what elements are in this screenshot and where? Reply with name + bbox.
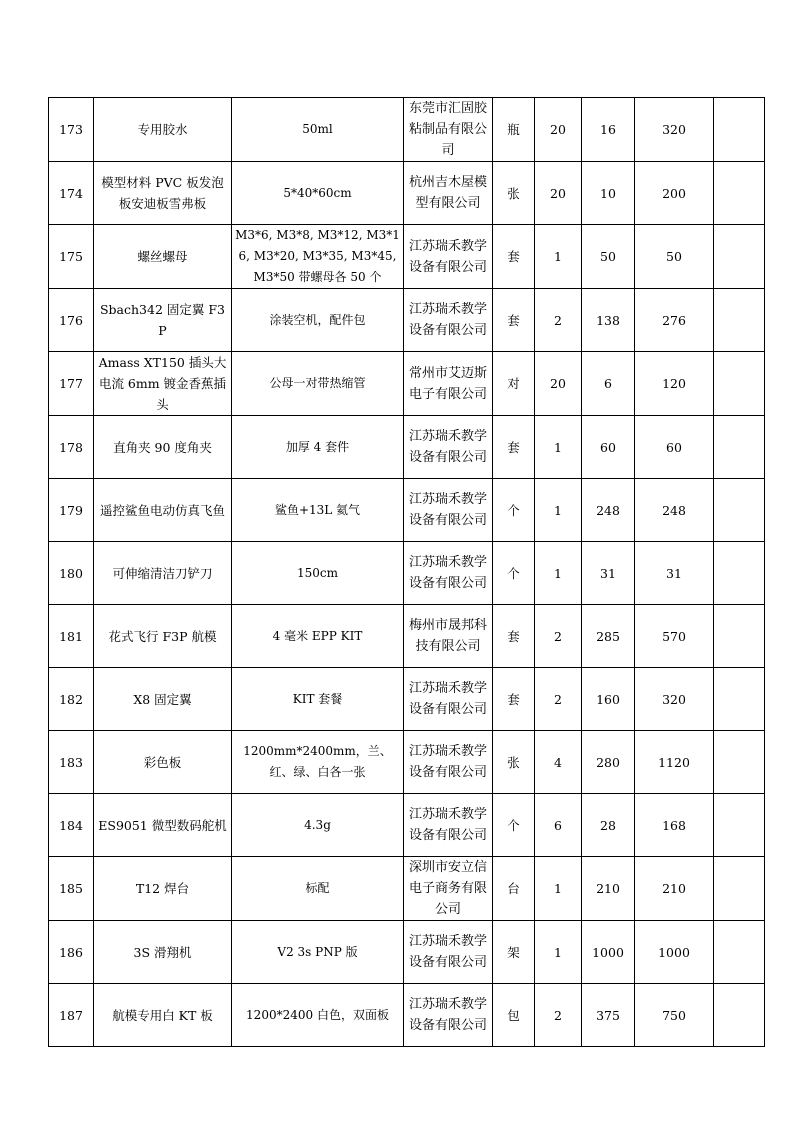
table-row	[49, 984, 765, 1047]
cell-total: 320	[635, 668, 714, 731]
cell-quantity: 20	[535, 162, 582, 225]
cell-item-name: X8 固定翼	[94, 668, 232, 731]
table-row	[49, 289, 765, 352]
cell-total: 60	[635, 416, 714, 479]
cell-supplier: 江苏瑞禾教学设备有限公司	[404, 542, 493, 605]
cell-note	[714, 542, 765, 605]
cell-quantity: 20	[535, 98, 582, 162]
cell-item-name: 模型材料 PVC 板发泡板安迪板雪弗板	[94, 162, 232, 225]
cell-item-name: 螺丝螺母	[94, 225, 232, 289]
cell-total: 276	[635, 289, 714, 352]
cell-number: 173	[49, 98, 94, 162]
cell-item-name: Amass XT150 插头大电流 6mm 镀金香蕉插头	[94, 352, 232, 416]
cell-item-name: 可伸缩清洁刀铲刀	[94, 542, 232, 605]
cell-number: 184	[49, 794, 94, 857]
cell-supplier: 江苏瑞禾教学设备有限公司	[404, 289, 493, 352]
cell-supplier: 江苏瑞禾教学设备有限公司	[404, 731, 493, 794]
table-row	[49, 605, 765, 668]
table-row	[49, 668, 765, 731]
cell-note	[714, 668, 765, 731]
cell-unit-price: 10	[582, 162, 635, 225]
cell-unit: 套	[493, 225, 535, 289]
cell-supplier: 常州市艾迈斯电子有限公司	[404, 352, 493, 416]
cell-number: 180	[49, 542, 94, 605]
cell-supplier: 东莞市汇固胶粘制品有限公司	[404, 98, 493, 162]
cell-total: 1120	[635, 731, 714, 794]
cell-supplier: 江苏瑞禾教学设备有限公司	[404, 921, 493, 984]
inventory-table	[48, 97, 765, 1047]
cell-unit: 套	[493, 668, 535, 731]
table-row	[49, 542, 765, 605]
cell-number: 187	[49, 984, 94, 1047]
cell-unit: 张	[493, 162, 535, 225]
cell-note	[714, 289, 765, 352]
cell-unit-price: 50	[582, 225, 635, 289]
cell-item-name: 花式飞行 F3P 航模	[94, 605, 232, 668]
cell-unit-price: 16	[582, 98, 635, 162]
cell-unit: 套	[493, 416, 535, 479]
cell-note	[714, 479, 765, 542]
cell-item-name: 航模专用白 KT 板	[94, 984, 232, 1047]
cell-quantity: 1	[535, 225, 582, 289]
cell-total: 320	[635, 98, 714, 162]
cell-item-name: 彩色板	[94, 731, 232, 794]
cell-specification: 标配	[232, 857, 404, 921]
cell-number: 179	[49, 479, 94, 542]
cell-unit: 台	[493, 857, 535, 921]
cell-specification: 鲨鱼+13L 氦气	[232, 479, 404, 542]
cell-quantity: 6	[535, 794, 582, 857]
cell-number: 177	[49, 352, 94, 416]
cell-specification: 涂装空机，配件包	[232, 289, 404, 352]
cell-note	[714, 984, 765, 1047]
cell-note	[714, 857, 765, 921]
cell-supplier: 江苏瑞禾教学设备有限公司	[404, 794, 493, 857]
cell-unit: 套	[493, 289, 535, 352]
cell-number: 186	[49, 921, 94, 984]
table-row	[49, 162, 765, 225]
cell-total: 168	[635, 794, 714, 857]
cell-supplier: 江苏瑞禾教学设备有限公司	[404, 984, 493, 1047]
cell-unit-price: 6	[582, 352, 635, 416]
cell-specification: 公母一对带热缩管	[232, 352, 404, 416]
cell-unit: 个	[493, 542, 535, 605]
cell-note	[714, 794, 765, 857]
cell-specification: V2 3s PNP 版	[232, 921, 404, 984]
cell-specification: 4 毫米 EPP KIT	[232, 605, 404, 668]
cell-unit-price: 138	[582, 289, 635, 352]
cell-quantity: 2	[535, 605, 582, 668]
cell-quantity: 1	[535, 542, 582, 605]
cell-total: 1000	[635, 921, 714, 984]
cell-item-name: 遥控鲨鱼电动仿真飞鱼	[94, 479, 232, 542]
table-row	[49, 98, 765, 162]
cell-specification: 1200*2400 白色，双面板	[232, 984, 404, 1047]
cell-unit-price: 1000	[582, 921, 635, 984]
cell-unit: 架	[493, 921, 535, 984]
table-body	[49, 98, 765, 1047]
cell-item-name: T12 焊台	[94, 857, 232, 921]
cell-supplier: 江苏瑞禾教学设备有限公司	[404, 479, 493, 542]
cell-specification: 加厚 4 套件	[232, 416, 404, 479]
cell-item-name: Sbach342 固定翼 F3P	[94, 289, 232, 352]
cell-unit: 个	[493, 479, 535, 542]
cell-total: 200	[635, 162, 714, 225]
cell-note	[714, 352, 765, 416]
cell-note	[714, 98, 765, 162]
cell-unit: 包	[493, 984, 535, 1047]
cell-item-name: 3S 滑翔机	[94, 921, 232, 984]
cell-unit-price: 31	[582, 542, 635, 605]
cell-total: 248	[635, 479, 714, 542]
cell-number: 176	[49, 289, 94, 352]
cell-unit-price: 285	[582, 605, 635, 668]
cell-total: 210	[635, 857, 714, 921]
cell-quantity: 2	[535, 984, 582, 1047]
cell-note	[714, 416, 765, 479]
cell-quantity: 20	[535, 352, 582, 416]
cell-specification: M3*6, M3*8, M3*12, M3*16, M3*20, M3*35, M3*45, M3*50 带螺母各 50 个	[232, 225, 404, 289]
cell-note	[714, 162, 765, 225]
cell-unit-price: 160	[582, 668, 635, 731]
cell-total: 570	[635, 605, 714, 668]
cell-unit-price: 28	[582, 794, 635, 857]
cell-unit-price: 60	[582, 416, 635, 479]
cell-number: 178	[49, 416, 94, 479]
cell-quantity: 2	[535, 289, 582, 352]
table-row	[49, 794, 765, 857]
cell-supplier: 梅州市晟邦科技有限公司	[404, 605, 493, 668]
cell-unit-price: 280	[582, 731, 635, 794]
table-row	[49, 857, 765, 921]
table-row	[49, 352, 765, 416]
cell-unit: 对	[493, 352, 535, 416]
cell-number: 175	[49, 225, 94, 289]
cell-specification: 150cm	[232, 542, 404, 605]
cell-note	[714, 605, 765, 668]
cell-supplier: 江苏瑞禾教学设备有限公司	[404, 225, 493, 289]
cell-unit: 张	[493, 731, 535, 794]
cell-total: 31	[635, 542, 714, 605]
table-row	[49, 731, 765, 794]
cell-supplier: 杭州吉木屋模型有限公司	[404, 162, 493, 225]
cell-unit: 瓶	[493, 98, 535, 162]
cell-quantity: 1	[535, 479, 582, 542]
cell-specification: 4.3g	[232, 794, 404, 857]
cell-total: 120	[635, 352, 714, 416]
cell-note	[714, 225, 765, 289]
cell-quantity: 1	[535, 921, 582, 984]
table-row	[49, 416, 765, 479]
cell-total: 750	[635, 984, 714, 1047]
cell-number: 185	[49, 857, 94, 921]
table-row	[49, 225, 765, 289]
cell-specification: KIT 套餐	[232, 668, 404, 731]
cell-item-name: 直角夹 90 度角夹	[94, 416, 232, 479]
cell-specification: 50ml	[232, 98, 404, 162]
cell-supplier: 江苏瑞禾教学设备有限公司	[404, 416, 493, 479]
cell-supplier: 江苏瑞禾教学设备有限公司	[404, 668, 493, 731]
cell-item-name: ES9051 微型数码舵机	[94, 794, 232, 857]
cell-specification: 5*40*60cm	[232, 162, 404, 225]
table-row	[49, 921, 765, 984]
cell-total: 50	[635, 225, 714, 289]
cell-supplier: 深圳市安立信电子商务有限公司	[404, 857, 493, 921]
cell-specification: 1200mm*2400mm，兰、红、绿、白各一张	[232, 731, 404, 794]
cell-note	[714, 731, 765, 794]
cell-quantity: 4	[535, 731, 582, 794]
cell-number: 181	[49, 605, 94, 668]
cell-number: 182	[49, 668, 94, 731]
cell-unit: 个	[493, 794, 535, 857]
cell-quantity: 2	[535, 668, 582, 731]
cell-number: 174	[49, 162, 94, 225]
cell-unit: 套	[493, 605, 535, 668]
table-row	[49, 479, 765, 542]
cell-unit-price: 210	[582, 857, 635, 921]
cell-quantity: 1	[535, 416, 582, 479]
cell-item-name: 专用胶水	[94, 98, 232, 162]
cell-unit-price: 375	[582, 984, 635, 1047]
cell-unit-price: 248	[582, 479, 635, 542]
cell-note	[714, 921, 765, 984]
cell-quantity: 1	[535, 857, 582, 921]
cell-number: 183	[49, 731, 94, 794]
